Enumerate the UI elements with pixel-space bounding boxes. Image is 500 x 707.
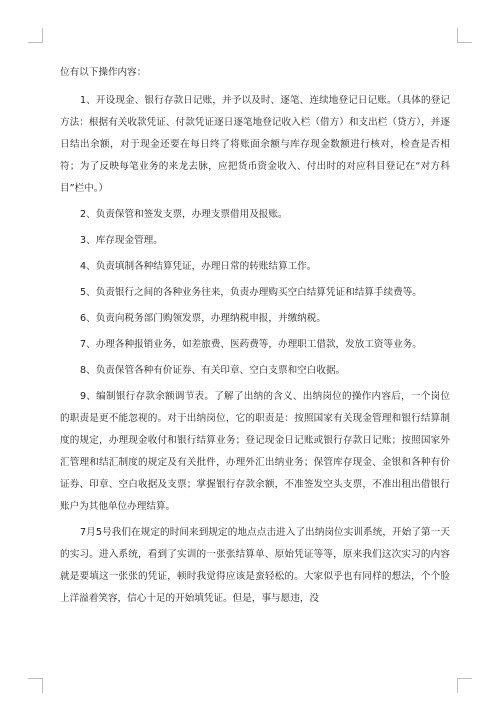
crop-mark-top-left [28, 28, 43, 43]
paragraph-item-6: 6、负责向税务部门购领发票，办理纳税申报，并缴纳税。 [80, 313, 326, 324]
document-body [60, 62, 450, 614]
paragraph-item-3: 3、库存现金管理。 [80, 235, 163, 246]
paragraph-item-5: 5、负责银行之间的各种业务往来，负责办理购买空白结算凭证和结算手续费等。 [80, 287, 422, 298]
paragraph-intro: 位有以下操作内容： [60, 67, 147, 78]
crop-mark-bottom-left [28, 678, 43, 693]
paragraph-internship: 7月5号我们在规定的时间来到规定的地点点击进入了出纳岗位实训系统，开始了第一天的实习。进入系统，看到了实训的一张张结算单、原始凭证等等，原来我们这次实习的内容就是要填这一张张的凭证，顿时我觉得应该是蛮轻松的。大家似乎也有同样的想法，个个脸上洋溢着笑容，信心十足的开始填凭证。但是，事与愿违，没 [60, 527, 450, 604]
paragraph-item-8: 8、负责保管各种有价证券、有关印章、空白支票和空白收据。 [80, 365, 346, 376]
paragraph-item-7: 7、办理各种报销业务，如差旅费、医药费等，办理职工借款，发放工资等业务。 [80, 339, 422, 350]
paragraph-item-9: 9、编制银行存款余额调节表。了解了出纳的含义、出纳岗位的操作内容后，一个岗位的职责是更不能忽视的。对于出纳岗位，它的职责是：按照国家有关现金管理和银行结算制度的规定，办理现金收付和银行结算业务；登记现金日记账或银行存款日记账；按照国家外汇管理和结汇制度的规定及有关批件，办理外汇出纳业务；保管库存现金、金银和各种有价证券、印章、空白收据及支票；掌握银行存款余额，不准签发空头支票，不准出租出借银行账户为其他单位办理结算。 [60, 391, 450, 512]
crop-mark-top-right [457, 28, 472, 43]
paragraph-item-4: 4、负责填制各种结算凭证，办理日常的转账结算工作。 [80, 261, 317, 272]
paragraph-item-2: 2、负责保管和签发支票，办理支票借用及报账。 [80, 209, 288, 220]
crop-mark-bottom-right [457, 678, 472, 693]
paragraph-item-1: 1、开设现金、银行存款日记账，并予以及时、逐笔、连续地登记日记账。（具体的登记方法：根据有关收款凭证、付款凭证逐日逐笔地登记收入栏（借方）和支出栏（贷方），并逐日结出余额，对于现金还要在每日终了将账面余额与库存现金数额进行核对，检查是否相符；为了反映每笔业务的来龙去脉，应把货币资金收入、付出时的对应科目登记在“对方科目”栏中。） [60, 95, 450, 194]
